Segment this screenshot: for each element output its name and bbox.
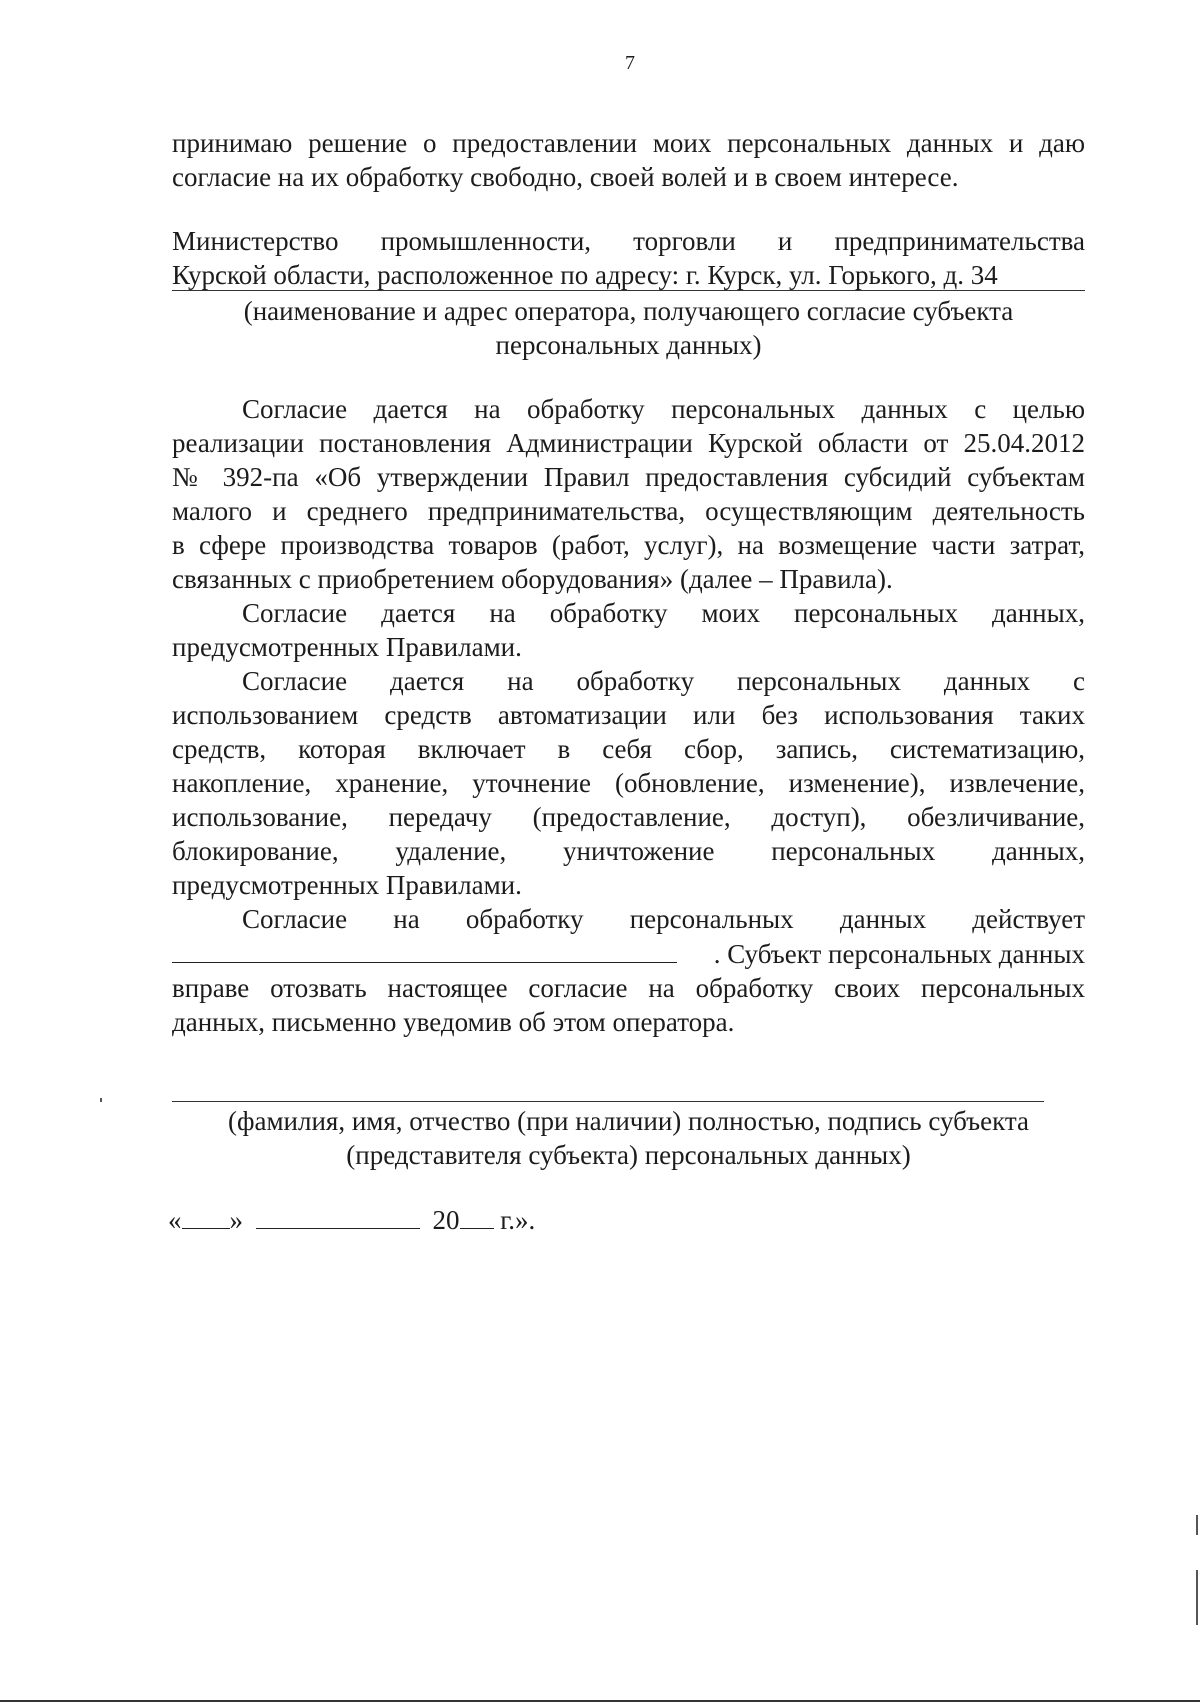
date-year-field[interactable] — [460, 1204, 494, 1229]
methods-line-7: предусмотренных Правилами. — [172, 870, 522, 900]
validity-line-1: Согласие на обработку персональных данных действует — [242, 904, 1085, 934]
signature-caption-line-1: (фамилия, имя, отчество (при наличии) полностью, подпись субъекта — [228, 1106, 1029, 1136]
date-open-quote: « — [168, 1205, 182, 1235]
date-day-field[interactable] — [182, 1204, 230, 1229]
purpose-line-5: в сфере производства товаров (работ, услуг), на возмещение части затрат, — [172, 530, 1085, 560]
scope-line-1: Согласие дается на обработку моих персональных данных, — [242, 598, 1085, 628]
operator-block — [172, 224, 1085, 292]
operator-line-2: Курской области, расположенное по адресу: г. Курск, ул. Горького, д. 34 — [172, 260, 998, 290]
date-year-prefix: 20 — [432, 1205, 460, 1235]
date-row — [168, 1203, 535, 1237]
validity-line-3: вправе отозвать настоящее согласие на обработку своих персональных — [172, 973, 1085, 1003]
intro-line-1: принимаю решение о предоставлении моих персональных данных и даю — [172, 128, 1085, 158]
intro-paragraph — [172, 126, 1085, 194]
scan-speck — [100, 1098, 102, 1102]
signature-line[interactable] — [172, 1101, 1044, 1102]
validity-period-field[interactable] — [172, 936, 677, 963]
validity-line-2 — [172, 936, 1085, 971]
signature-caption — [172, 1104, 1085, 1172]
page-number: 7 — [625, 52, 635, 74]
methods-line-2: использованием средств автоматизации или без использования таких — [172, 700, 1085, 730]
operator-caption-line-1: (наименование и адрес оператора, получающего согласие субъекта — [243, 296, 1014, 326]
validity-line-4: данных, письменно уведомив об этом оператора. — [172, 1007, 735, 1037]
validity-line-2-suffix: . Субъект персональных данных — [713, 939, 1085, 969]
date-month-field[interactable] — [256, 1204, 420, 1229]
methods-line-4: накопление, хранение, уточнение (обновление, изменение), извлечение, — [172, 768, 1085, 798]
date-close-quote: » — [229, 1205, 243, 1235]
operator-line-1: Министерство промышленности, торговли и предпринимательства — [172, 226, 1085, 256]
operator-caption-line-2: персональных данных) — [495, 330, 762, 360]
scan-speck — [1196, 1570, 1198, 1625]
consent-body — [172, 392, 1085, 1039]
scan-edge — [0, 1700, 1200, 1702]
operator-caption — [172, 294, 1085, 362]
purpose-line-3: № 392-па «Об утверждении Правил предоставления субсидий субъектам — [172, 462, 1085, 492]
operator-underline — [172, 290, 1085, 291]
scan-speck — [1196, 1515, 1198, 1535]
purpose-line-6: связанных с приобретением оборудования» (далее – Правила). — [172, 564, 893, 594]
methods-line-1: Согласие дается на обработку персональных данных с — [242, 666, 1085, 696]
purpose-line-1: Согласие дается на обработку персональных данных с целью — [242, 394, 1085, 424]
methods-line-5: использование, передачу (предоставление, доступ), обезличивание, — [172, 802, 1085, 832]
methods-line-6: блокирование, удаление, уничтожение персональных данных, — [172, 836, 1085, 866]
signature-caption-line-2: (представителя субъекта) персональных данных) — [346, 1140, 911, 1170]
intro-line-2: согласие на их обработку свободно, своей волей и в своем интересе. — [172, 162, 959, 192]
methods-line-3: средств, которая включает в себя сбор, запись, систематизацию, — [172, 734, 1085, 764]
purpose-line-2: реализации постановления Администрации Курской области от 25.04.2012 — [172, 428, 1085, 458]
date-suffix: г.». — [500, 1205, 536, 1235]
purpose-line-4: малого и среднего предпринимательства, осуществляющим деятельность — [172, 496, 1085, 526]
scope-line-2: предусмотренных Правилами. — [172, 632, 522, 662]
